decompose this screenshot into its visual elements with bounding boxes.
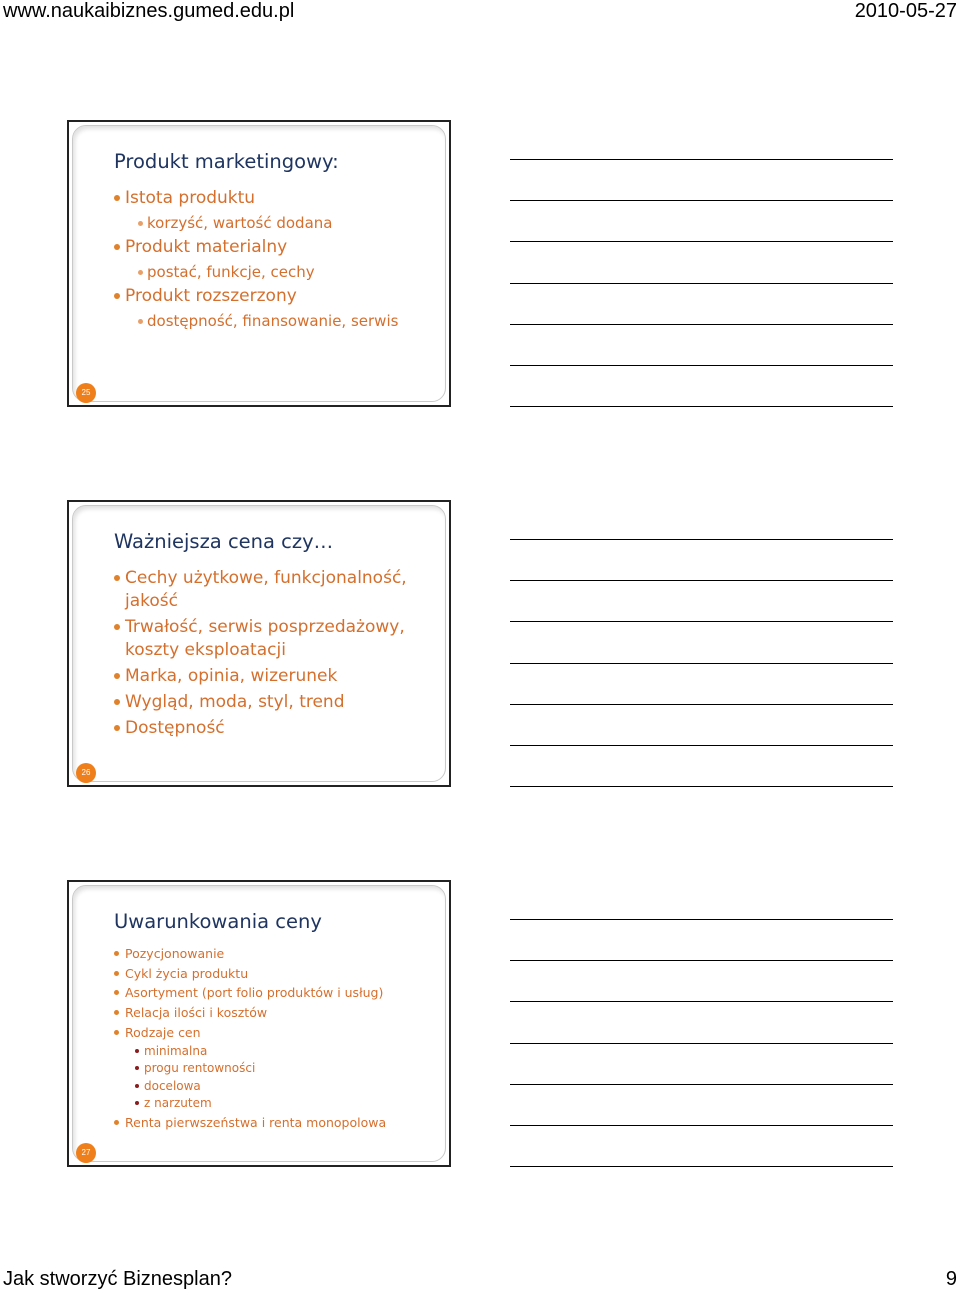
note-line — [510, 406, 893, 407]
list-item: Produkt rozszerzony — [113, 284, 425, 309]
note-line — [510, 704, 893, 705]
note-line — [510, 663, 893, 664]
sub-list-item: postać, funkcje, cechy — [113, 260, 425, 285]
list-item: Cechy użytkowe, funkcjonalność, jakość — [113, 567, 433, 613]
sub-list-item: docelowa — [113, 1078, 425, 1096]
list-item: Cykl życia produktu — [113, 964, 425, 984]
footer-page-number: 9 — [945, 1268, 957, 1290]
note-line — [510, 1125, 893, 1126]
note-line — [510, 745, 893, 746]
slide-card — [72, 125, 446, 402]
slide-25 — [67, 120, 451, 407]
note-line — [510, 919, 893, 920]
slide-number-badge: 26 — [76, 763, 96, 783]
list-item: Pozycjonowanie — [113, 944, 425, 964]
note-line — [510, 159, 893, 160]
sub-list-item: korzyść, wartość dodana — [113, 211, 425, 236]
note-line — [510, 1166, 893, 1167]
slide-number-badge: 27 — [76, 1143, 96, 1163]
note-line — [510, 621, 893, 622]
slide-26 — [67, 500, 451, 787]
note-line — [510, 539, 893, 540]
list-item: Istota produktu — [113, 186, 425, 211]
bullet-list — [113, 186, 425, 333]
note-line — [510, 324, 893, 325]
slide-card — [72, 885, 446, 1162]
bullet-list — [113, 567, 433, 743]
bullet-list — [113, 944, 425, 1132]
header-date: 2010-05-27 — [854, 0, 957, 22]
list-item: Trwałość, serwis posprzedażowy, koszty eksploatacji — [113, 616, 433, 662]
sub-list-item: dostępność, finansowanie, serwis — [113, 309, 425, 334]
note-line — [510, 1084, 893, 1085]
list-item: Rodzaje cen — [113, 1023, 425, 1043]
note-line — [510, 365, 893, 366]
note-line — [510, 1043, 893, 1044]
list-item: Wygląd, moda, styl, trend — [113, 691, 433, 714]
slide-card — [72, 505, 446, 782]
list-item: Renta pierwszeństwa i renta monopolowa — [113, 1113, 425, 1133]
sub-list-item: minimalna — [113, 1043, 425, 1061]
slide-title: Ważniejsza cena czy… — [114, 530, 334, 553]
header-url: www.naukaibiznes.gumed.edu.pl — [3, 0, 295, 22]
list-item: Dostępność — [113, 717, 433, 740]
note-line — [510, 960, 893, 961]
note-line — [510, 1001, 893, 1002]
list-item: Produkt materialny — [113, 235, 425, 260]
note-line — [510, 200, 893, 201]
slide-27 — [67, 880, 451, 1167]
list-item: Asortyment (port folio produktów i usług) — [113, 983, 425, 1003]
footer-title: Jak stworzyć Biznesplan? — [3, 1268, 232, 1290]
sub-list-item: z narzutem — [113, 1095, 425, 1113]
slide-number-badge: 25 — [76, 383, 96, 403]
list-item: Marka, opinia, wizerunek — [113, 665, 433, 688]
list-item: Relacja ilości i kosztów — [113, 1003, 425, 1023]
slide-title: Produkt marketingowy: — [114, 150, 339, 173]
slide-title: Uwarunkowania ceny — [114, 910, 322, 933]
note-line — [510, 580, 893, 581]
note-line — [510, 786, 893, 787]
sub-list-item: progu rentowności — [113, 1060, 425, 1078]
note-line — [510, 241, 893, 242]
note-line — [510, 283, 893, 284]
